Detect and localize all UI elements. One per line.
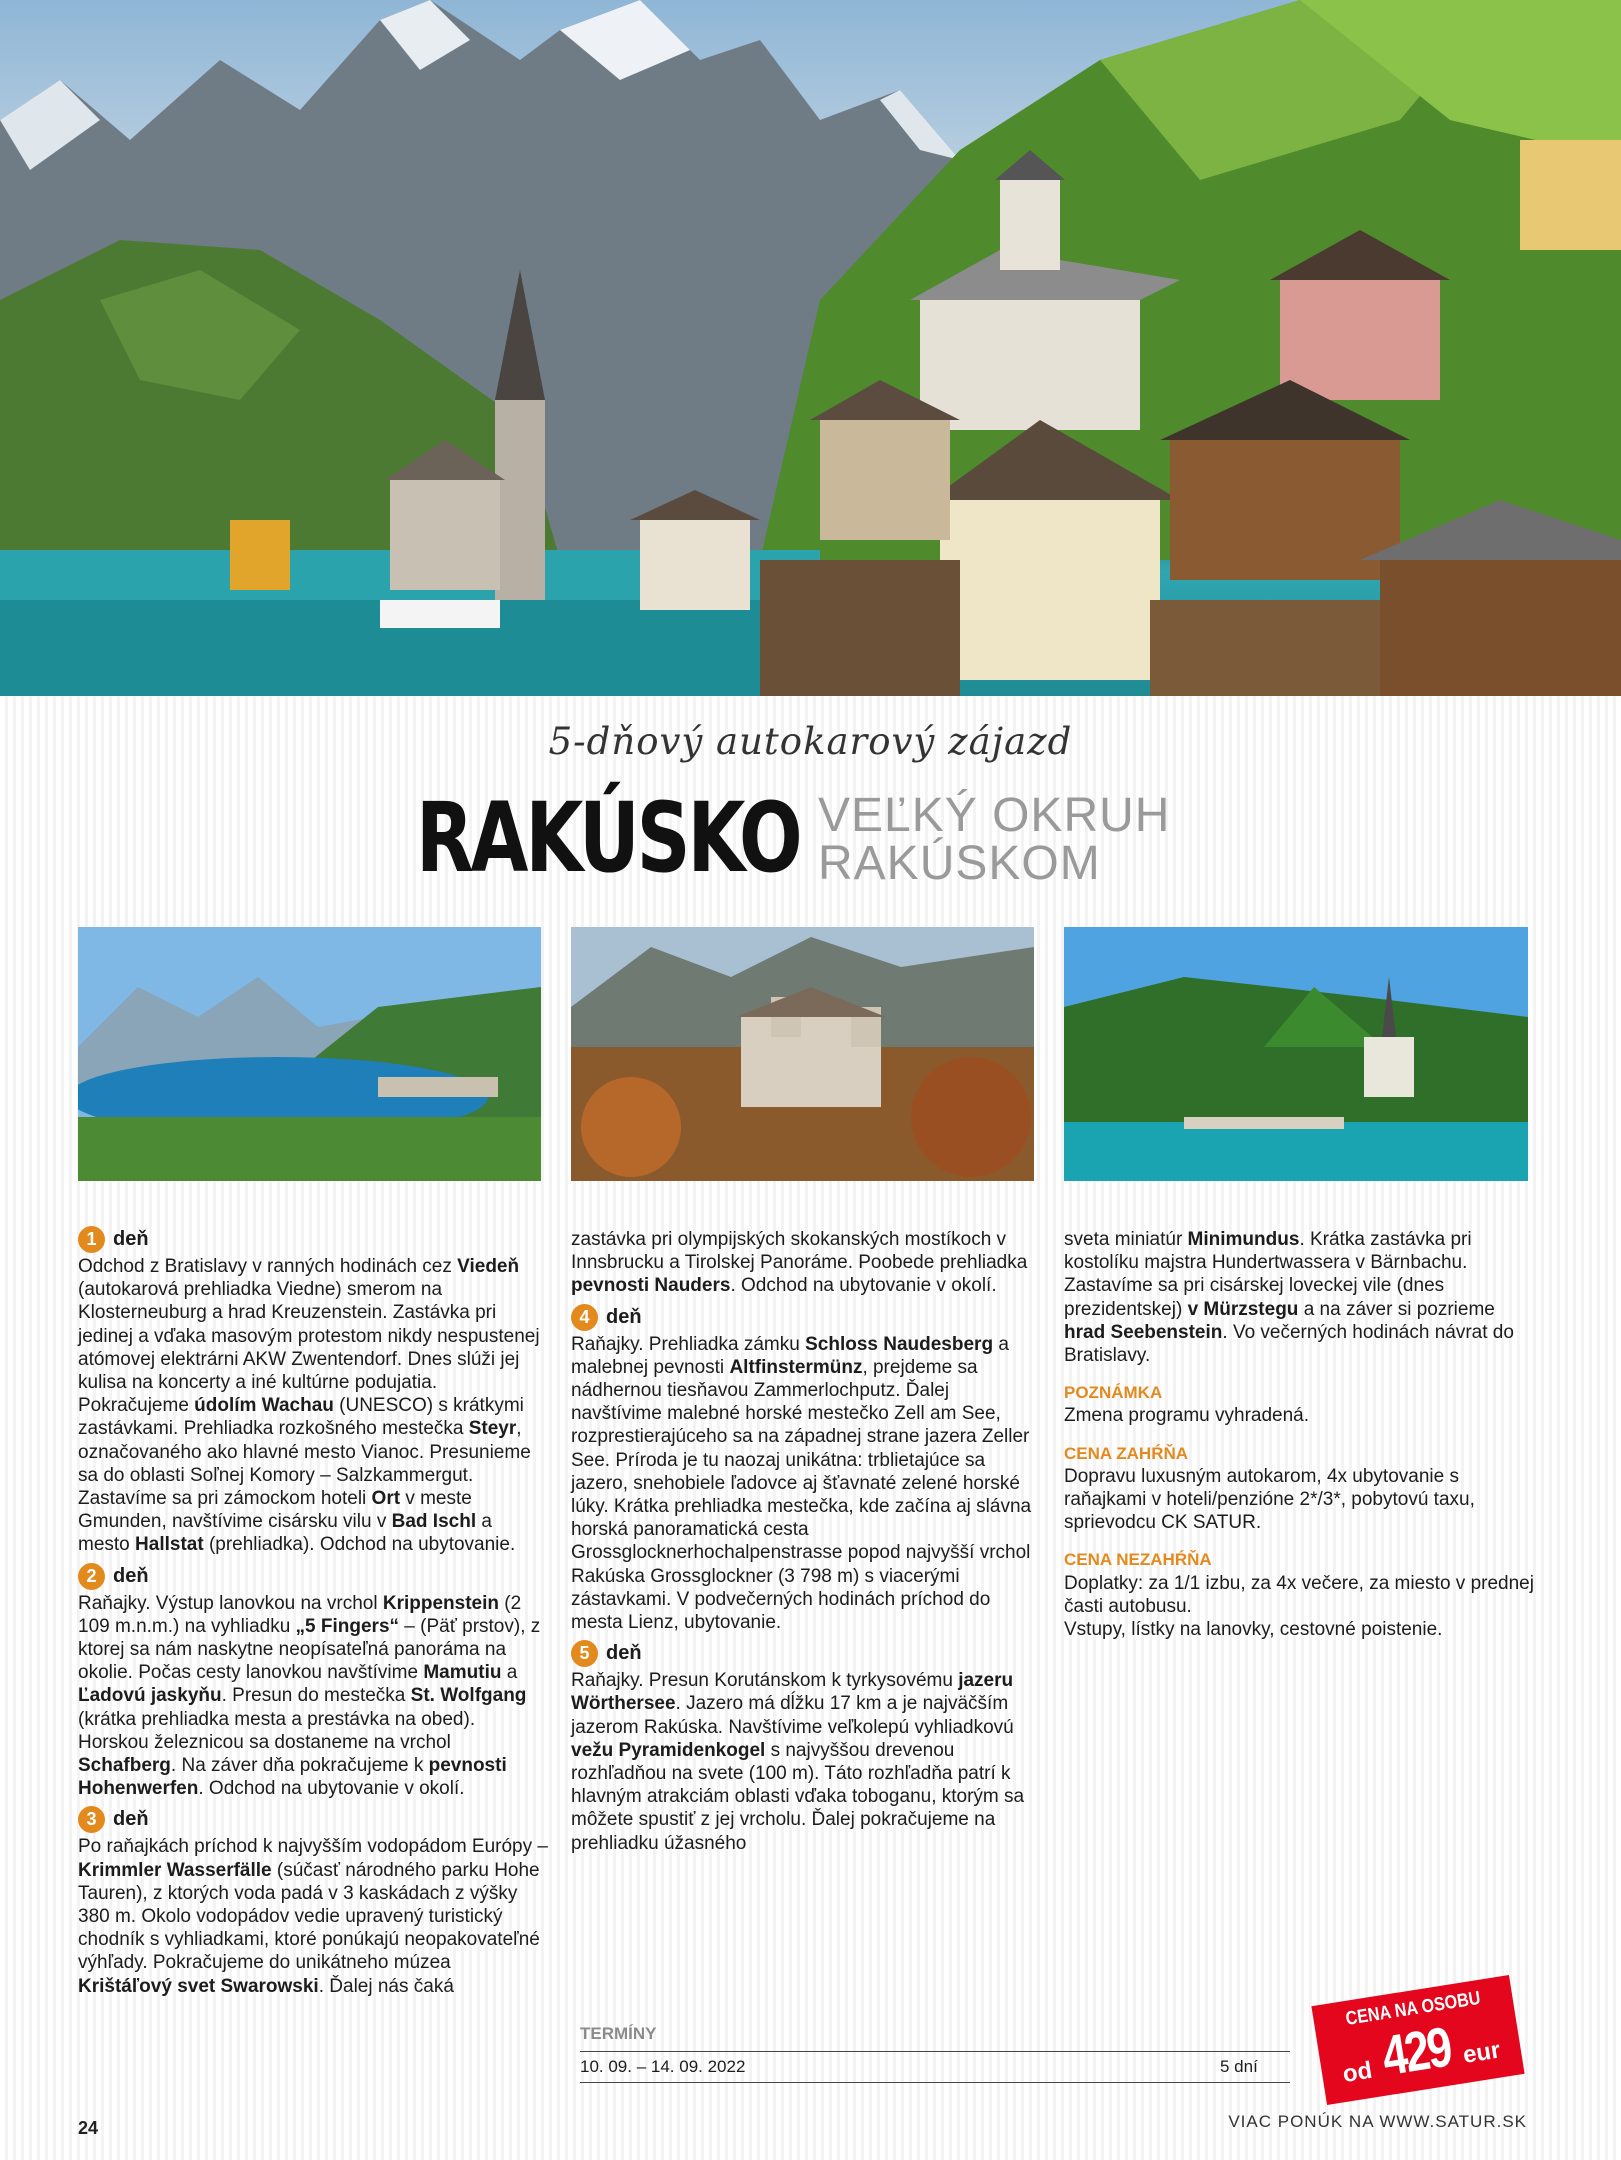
- day-5-heading: [571, 1640, 1041, 1667]
- note-heading: POZNÁMKA: [1064, 1383, 1163, 1403]
- day-number-badge: 5: [571, 1640, 598, 1667]
- subtitle-line-2: RAKÚSKOM: [818, 837, 1101, 890]
- day-4-heading: [571, 1304, 1041, 1331]
- price-amount: 429: [1377, 2014, 1454, 2088]
- day-number-badge: 4: [571, 1304, 598, 1331]
- day-5-text-continued: sveta miniatúr Minimundus. Krátka zastávka pri kostolíku majstra Hundertwassera v Bärnbachu. Zastavíme sa pri cisárskej loveckej vile (dnes prezidentskej) v Mürzstegu a na záver si pozrieme hrad Seebenstein. Vo večerných hodinách návrat do Bratislavy.: [1064, 1229, 1514, 1367]
- day-number-badge: 2: [78, 1563, 105, 1590]
- price-from: od: [1340, 2056, 1375, 2089]
- day-2-text: Raňajky. Výstup lanovkou na vrchol Krippenstein (2 109 m.n.m.) na vyhliadku „5 Fingers“ – (Päť prstov), z ktorej sa nám naskytne neopísateľná panoráma na okolie. Počas cesty lanovkou navštívime Mamutiu a Ľadovú jaskyňu. Presun do mestečka St. Wolfgang (krátka prehliadka mesta a prestávka na obed). Horskou železnicou sa dostaneme na vrchol Schafberg. Na záver dňa pokračujeme k pevnosti Hohenwerfen. Odchod na ubytovanie v okolí.: [78, 1592, 541, 1800]
- day-label: deň: [113, 1808, 149, 1831]
- day-3-text: Po raňajkách príchod k najvyšším vodopádom Európy – Krimmler Wasserfälle (súčasť národného parku Hohe Tauren), z ktorých voda padá v 3 kaskádach z výšky 380 m. Okolo vodopádov vedie upravený turistický chodník s vyhliadkami, ktoré ponúkajú neopakovateľné výhľady. Pokračujeme do unikátneho múzea Krištáľový svet Swarowski. Ďalej nás čaká: [78, 1836, 548, 1997]
- day-3-heading: [78, 1806, 548, 1833]
- price-includes-heading: CENA ZAHŔŇA: [1064, 1443, 1189, 1463]
- day-5-text: Raňajky. Presun Korutánskom k tyrkysovému jazeru Wörthersee. Jazero má dĺžku 17 km a je najväčším jazerom Rakúska. Navštívime veľkolepú vyhliadkovú vežu Pyramidenkogel s najvyššou drevenou rozhľadňou na svete (100 m). Táto rozhľadňa patrí k hlavným atrakciám oblasti vďaka toboganu, ktorým sa môžete spustiť z jej vrcholu. Ďalej pokračujeme na prehliadku úžasného: [571, 1670, 1025, 1854]
- itinerary-column-1: [78, 1220, 548, 1998]
- page-title: RAKÚSKO: [416, 782, 800, 894]
- day-number-badge: 3: [78, 1806, 105, 1833]
- price-includes-text: Dopravu luxusným autokarom, 4x ubytovanie s raňajkami v hoteli/penzióne 2*/3*, pobytovú taxu, sprievodcu CK SATUR.: [1064, 1465, 1475, 1534]
- price-label: CENA NA OSOBU: [1344, 1987, 1482, 2030]
- day-1-heading: [78, 1226, 548, 1253]
- day-1-text: Odchod z Bratislavy v ranných hodinách cez Viedeň (autokarová prehliadka Viedne) smerom na Klosterneuburg a hrad Kreuzenstein. Zastávka pri jedinej a vďaka masovým protestom nikdy nespustenej atómovej elektrárni AKW Zwentendorf. Dnes slúži jej kulisa na koncerty a iné kultúrne podujatia. Pokračujeme údolím Wachau (UNESCO) s krátkymi zastávkami. Prehliadka rozkošného mestečka Steyr, označovaného ako hlavné mesto Vianoc. Presunieme sa do oblasti Soľnej Komory – Salzkammergut. Zastavíme sa pri zámockom hoteli Ort v meste Gmunden, navštívime cisársku vilu v Bad Ischl a mesto Hallstat (prehliadka). Odchod na ubytovanie.: [78, 1256, 540, 1556]
- day-label: deň: [113, 1227, 149, 1250]
- page-number: 24: [78, 2118, 99, 2138]
- itinerary-column-3: [1064, 1228, 1534, 1641]
- price-excludes-text-2: Vstupy, lístky na lanovky, cestovné poistenie.: [1064, 1619, 1443, 1641]
- day-2-heading: [78, 1563, 548, 1590]
- price-currency: eur: [1461, 2036, 1503, 2069]
- day-label: deň: [606, 1642, 642, 1665]
- term-date: 10. 09. – 14. 09. 2022: [580, 2057, 746, 2076]
- terms-heading: TERMÍNY: [580, 2024, 657, 2043]
- photo-hohenwerfen-castle: [571, 927, 1034, 1181]
- photo-st-wolfgang: [1064, 927, 1528, 1181]
- note-text: Zmena programu vyhradená.: [1064, 1405, 1310, 1427]
- hero-photo-hallstatt: [0, 0, 1621, 696]
- day-3-text-continued: zastávka pri olympijských skokanských mostíkoch v Innsbrucku a Tirolskej Panoráme. Poobede prehliadka pevnosti Nauders. Odchod na ubytovanie v okolí.: [571, 1229, 1028, 1297]
- price-excludes-heading: CENA NEZAHŔŇA: [1064, 1550, 1212, 1570]
- subtitle-line-1: VEĽKÝ OKRUH: [818, 789, 1171, 842]
- day-label: deň: [113, 1564, 149, 1587]
- day-4-text: Raňajky. Prehliadka zámku Schloss Naudesberg a malebnej pevnosti Altfinstermünz, prejdeme sa nádhernou tiesňavou Zammerlochputz. Ďalej navštívime malebné horské mestečko Zell am See, rozprestierajúceho sa na západnej strane jazera Zeller See. Príroda je tu naozaj unikátna: trblietajúce sa jazero, snehobiele ľadovce aj šťavnaté zelené horské lúky. Krátka prehliadka mestečka, kde začína aj slávna horská panoramatická cesta Grossglocknerhochalpenstrasse popod najvyšší vrchol Rakúska Grossglockner (3 798 m) s viacerými zástavkami. V podvečerných hodinách príchod do mesta Lienz, ubytovanie.: [571, 1333, 1032, 1634]
- day-label: deň: [606, 1305, 642, 1328]
- day-number-badge: 1: [78, 1226, 105, 1253]
- itinerary-column-2: [571, 1228, 1041, 1855]
- terms-row: [580, 2051, 1290, 2083]
- photo-zell-am-see: [78, 927, 541, 1181]
- footer-link[interactable]: VIAC PONÚK NA WWW.SATUR.SK: [1228, 2112, 1527, 2131]
- page-subtitle: [818, 789, 1171, 890]
- price-excludes-text: Doplatky: za 1/1 izbu, za 4x večere, za miesto v prednej časti autobusu.: [1064, 1572, 1534, 1617]
- term-length: 5 dní: [1220, 2057, 1258, 2076]
- trip-kicker: 5-dňový autokarový zájazd: [548, 720, 1073, 763]
